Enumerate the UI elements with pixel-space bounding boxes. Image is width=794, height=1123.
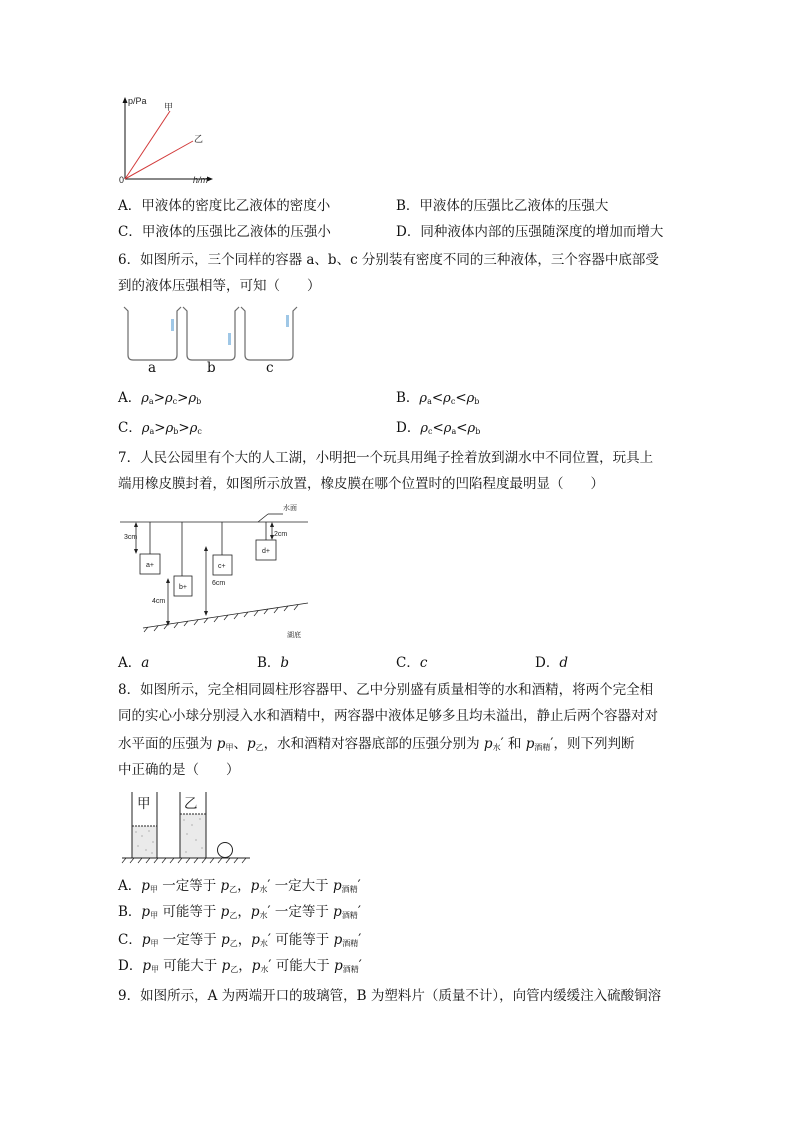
q7-option-a: A．a xyxy=(118,655,150,671)
q5-option-b: B．甲液体的压强比乙液体的压强大 xyxy=(396,198,609,214)
x-axis-label: h/m xyxy=(193,175,209,185)
q6-stem-line2: 到的液体压强相等，可知（ ） xyxy=(118,278,321,294)
q7-stem-line2: 端用橡皮膜封着，如图所示放置，橡皮膜在哪个位置时的凹陷程度最明显（ ） xyxy=(118,476,604,492)
beaker-a-label: a xyxy=(148,360,157,376)
q6-option-d: D．$\rho_c<\rho_a<\rho_b$ xyxy=(396,420,481,436)
q7-option-d: D．d xyxy=(535,655,568,671)
q6-option-c: C．$\rho_a>\rho_b>\rho_c$ xyxy=(118,420,202,436)
q8-option-d: D．$p_甲$ 可能大于 $p_乙$，$p_水'$ 可能大于 $p_{酒精}'$ xyxy=(118,958,362,974)
bottom-label: 湖底 xyxy=(287,632,301,639)
container-yi-label: 乙 xyxy=(184,796,198,812)
line-yi-label: 乙 xyxy=(194,134,204,144)
q5-option-c: C．甲液体的压强比乙液体的压强小 xyxy=(118,224,331,240)
depth-6cm: 6cm xyxy=(212,580,226,587)
line-jia-label: 甲 xyxy=(164,102,174,112)
q8-option-a: A．$p_甲$ 一定等于 $p_乙$，$p_水'$ 一定大于 $p_{酒精}'$ xyxy=(118,878,361,894)
q9-stem-line1: 9．如图所示，A 为两端开口的玻璃管，B 为塑料片（质量不计），向管内缓缓注入硫酸铜溶 xyxy=(118,988,662,1004)
q8-stem-line2: 同的实心小球分别浸入水和酒精中，两容器中液体足够多且均未溢出，静止后两个容器对对 xyxy=(118,708,658,724)
beaker-c-label: c xyxy=(266,360,274,376)
q6-option-a: A．$\rho_a>\rho_c>\rho_b$ xyxy=(118,390,202,406)
q8-stem-line1: 8．如图所示，完全相同圆柱形容器甲、乙中分别盛有质量相等的水和酒精，将两个完全相 xyxy=(118,682,654,698)
q5-option-d: D．同种液体内部的压强随深度的增加而增大 xyxy=(396,224,664,240)
depth-4cm: 4cm xyxy=(152,598,166,605)
q7-stem-line1: 7．人民公园里有个大的人工湖，小明把一个玩具用绳子拴着放到湖水中不同位置，玩具上 xyxy=(118,450,654,466)
box-a-label: a+ xyxy=(146,562,154,569)
q8-stem-line4: 中正确的是（ ） xyxy=(118,762,240,778)
q5-option-a: A．甲液体的密度比乙液体的密度小 xyxy=(118,198,331,214)
depth-3cm: 3cm xyxy=(124,534,138,541)
q8-option-c: C．$p_甲$ 一定等于 $p_乙$，$p_水'$ 可能等于 $p_{酒精}'$ xyxy=(118,932,362,948)
beaker-b-label: b xyxy=(207,360,216,376)
q6-stem-line1: 6．如图所示，三个同样的容器 a、b、c 分别装有密度不同的三种液体，三个容器中底部受 xyxy=(118,252,659,268)
q7-option-c: C．c xyxy=(396,655,428,671)
q8-option-b: B．$p_甲$ 可能等于 $p_乙$，$p_水'$ 一定等于 $p_{酒精}'$ xyxy=(118,904,361,920)
q8-stem-line3: 水平面的压强为 $p_甲$、$p_乙$，水和酒精对容器底部的压强分别为 $p_水'$ 和 $p_{酒精}'$，则下列判断 xyxy=(118,736,635,752)
depth-2cm: 2cm xyxy=(274,531,288,538)
q6-option-b: B．$\rho_a<\rho_c<\rho_b$ xyxy=(396,390,480,406)
origin-label: 0 xyxy=(119,175,125,185)
y-axis-label: p/Pa xyxy=(128,96,147,106)
container-jia-label: 甲 xyxy=(137,796,151,812)
box-c-label: c+ xyxy=(218,563,226,570)
surface-label: 水面 xyxy=(283,505,297,512)
box-d-label: d+ xyxy=(262,548,270,555)
box-b-label: b+ xyxy=(179,584,187,591)
q7-option-b: B．b xyxy=(257,655,290,671)
